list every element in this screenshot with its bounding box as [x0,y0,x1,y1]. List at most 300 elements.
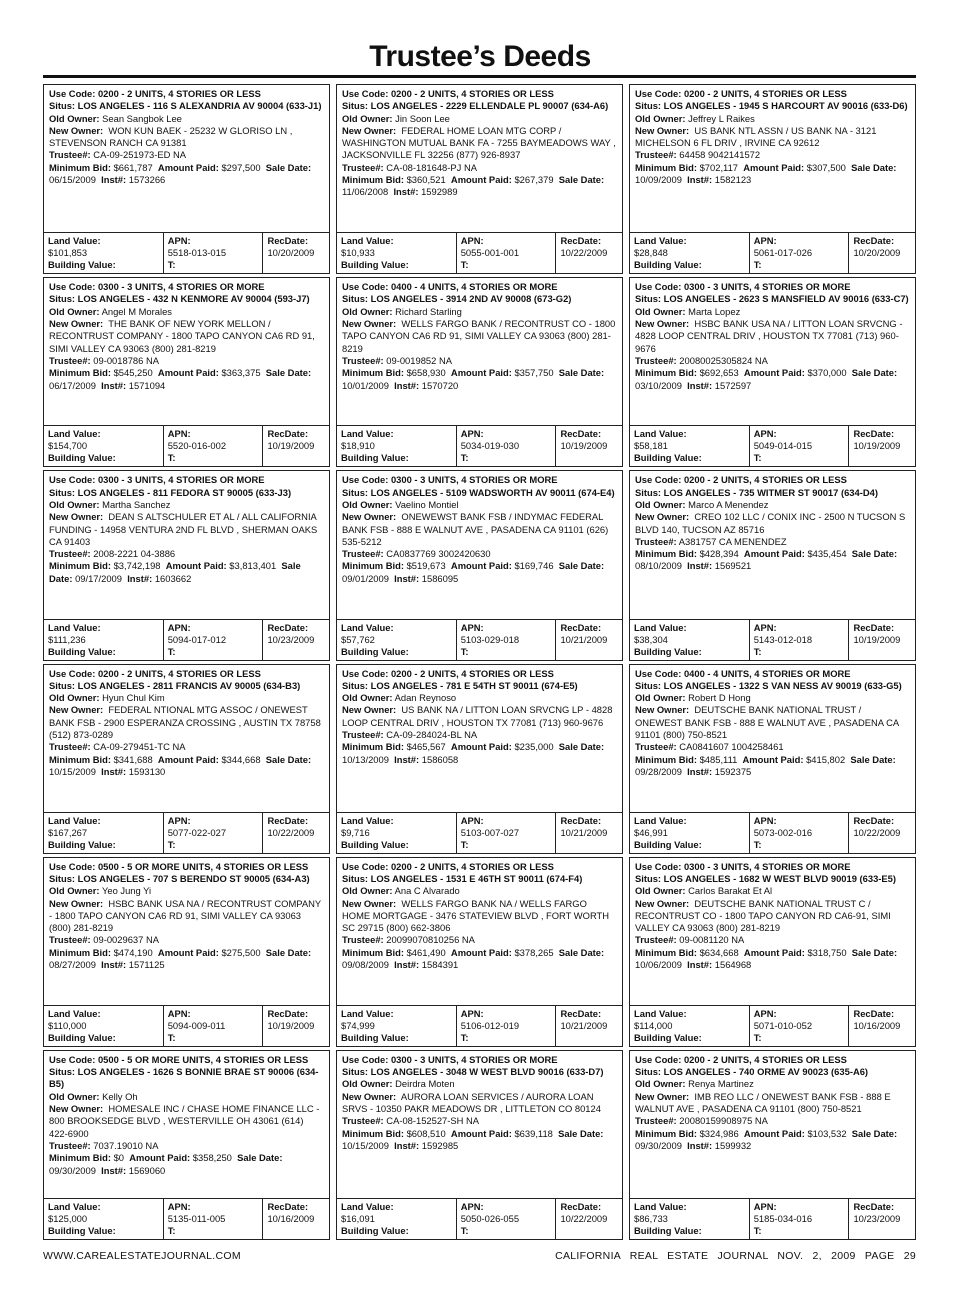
inst-label: Inst#: [101,1164,127,1176]
apn-label: APN: [167,621,191,633]
building-value-label: Building Value: [634,1225,702,1236]
building-value [634,646,745,661]
inst-value: 1570720 [421,379,459,391]
record-values [44,232,329,273]
min-bid-label: Minimum Bid: [342,367,404,379]
building-value-value [341,658,452,661]
land-value-label: Land Value: [634,814,687,826]
sale-info [635,162,910,187]
old-owner-label: Old Owner: [635,692,686,704]
sale-info [49,560,324,585]
value-cell [44,813,164,853]
sale-info [49,162,324,187]
old-owner-label: Old Owner: [49,498,100,510]
rec-date-cell [849,1006,915,1046]
rec-date-value: 10/16/2009 [853,1019,901,1031]
apn-cell [164,813,264,853]
rec-date-value: 10/22/2009 [560,247,608,259]
deed-record [336,84,623,274]
amount-paid-label: Amount Paid: [743,367,805,379]
deed-record [336,470,623,660]
building-value-value [341,1044,452,1047]
rec-date-cell [263,233,329,273]
apn [754,1201,845,1225]
old-owner [635,692,910,704]
min-bid-value: $324,986 [699,1127,739,1139]
rec-date-value: 10/21/2009 [560,633,608,645]
building-value-value [48,271,159,274]
situs: Situs: LOS ANGELES - 781 E 54TH ST 90011 (674-E5) [342,679,578,691]
use-code: Use Code: 0200 - 2 UNITS, 4 STORIES OR LESS [635,1053,847,1065]
rec-date-value: 10/19/2009 [560,440,608,452]
land-value-label: Land Value: [48,621,101,633]
old-owner-value: Deirdra Moten [395,1078,455,1090]
min-bid-value: $461,490 [406,946,446,958]
old-owner-value: Carlos Barakat Et Al [688,885,773,897]
situs: Situs: LOS ANGELES - 2623 S MANSFIELD AV 90016 (633-C7) [635,293,909,305]
old-owner-label: Old Owner: [342,112,393,124]
land-value-label: Land Value: [634,1007,687,1019]
record-details [44,85,329,232]
trustee-value: 20080025305824 NA [679,354,768,366]
value-cell [630,620,750,660]
apn-cell [750,426,850,466]
rec-date-value: 10/19/2009 [267,1019,315,1031]
value-cell [337,620,457,660]
old-owner-label: Old Owner: [49,885,100,897]
rec-date-cell [556,426,622,466]
record-details [44,471,329,618]
situs: Situs: LOS ANGELES - 3914 2ND AV 90008 (673-G2) [342,293,572,305]
trustee-label: Trustee#: [635,149,677,161]
building-value [634,452,745,467]
rec-date-label: RecDate: [267,1007,309,1019]
old-owner [635,499,910,511]
inst-value: 1593130 [128,765,166,777]
sale-date-value: 09/28/2009 [635,765,682,777]
new-owner-value: FEDERAL HOME LOAN MTG CORP / WASHINGTON MUTUAL BANK FA - 7255 BAYMEADOWS WAY , JACKSONVILLE FL 32256 (877) 926-8937 [342,124,616,161]
new-owner-value: US BANK NA / LITTON LOAN SRVCNG LP - 4828 LOOP CENTRAL DRIV , HOUSTON TX 77081 (713) 960-9676 [342,704,613,728]
sale-date-label: Sale Date: [265,161,312,173]
apn-label: APN: [460,1007,484,1019]
old-owner-value: Adan Reynoso [394,692,457,704]
tract-label: T: [167,645,176,657]
use-code: Use Code: 0300 - 3 UNITS, 4 STORIES OR MORE [342,474,558,486]
rec-date-label: RecDate: [267,235,309,247]
land-value-value: $74,999 [341,1019,375,1031]
building-value-label: Building Value: [341,452,409,464]
apn-value: 5103-029-018 [460,633,520,645]
land-value-label: Land Value: [48,814,101,826]
building-value-label: Building Value: [341,259,409,271]
sale-info [635,754,910,779]
value-cell [630,1006,750,1046]
old-owner-value: Marco A Menendez [688,498,769,510]
trustee-label: Trustee#: [635,1115,677,1127]
inst-value: 1586095 [421,572,459,584]
trustee [49,548,324,560]
trustee-value: CA0837769 3002420630 [386,548,491,560]
apn-label: APN: [460,814,484,826]
new-owner [49,704,324,741]
trustee-value: 09-0019852 NA [386,354,452,366]
building-value [48,259,159,274]
rec-date-label: RecDate: [853,621,895,633]
value-cell [44,233,164,273]
record-details [630,278,915,425]
amount-paid-value: $378,265 [514,946,554,958]
tract-value [168,1237,259,1240]
use-code: Use Code: 0200 - 2 UNITS, 4 STORIES OR LESS [342,860,554,872]
inst-value: 1564968 [714,959,752,971]
record-values [44,812,329,853]
deed-record [629,1050,916,1240]
land-value [341,235,452,259]
rec-date-label: RecDate: [853,428,895,440]
situs: Situs: LOS ANGELES - 1531 E 46TH ST 90011 (674-F4) [342,872,583,884]
land-value-value: $114,000 [634,1019,673,1031]
deed-record [336,1050,623,1240]
new-owner [342,1091,617,1116]
tract-value [168,464,259,467]
inst-label: Inst#: [394,1139,420,1151]
sale-date-label: Sale Date: [265,367,312,379]
rec-date-cell [263,426,329,466]
building-value [48,1032,159,1047]
amount-paid-value: $3,813,401 [229,560,277,572]
amount-paid-value: $169,746 [514,560,554,572]
building-value-value [48,1237,159,1240]
sale-date-value: 09/17/2009 [75,572,122,584]
land-value [48,235,159,259]
situs: Situs: LOS ANGELES - 707 S BERENDO ST 90005 (634-A3) [49,872,310,884]
trustee-value: 64458 9042141572 [679,149,761,161]
amount-paid-value: $267,379 [514,174,554,186]
new-owner [342,704,617,729]
rec-date-cell [556,620,622,660]
old-owner-label: Old Owner: [342,305,393,317]
amount-paid-label: Amount Paid: [450,367,512,379]
tract [754,259,845,274]
amount-paid-value: $307,500 [806,161,846,173]
rec-date-cell [849,620,915,660]
sale-info [342,174,617,199]
amount-paid-value: $297,500 [221,161,261,173]
min-bid-value: $692,653 [699,367,739,379]
min-bid-label: Minimum Bid: [635,753,697,765]
land-value [341,815,452,839]
deed-record [629,857,916,1047]
apn-label: APN: [167,814,191,826]
building-value [341,452,452,467]
old-owner [49,499,324,511]
apn-label: APN: [753,428,777,440]
sale-date-label: Sale Date: [558,1127,604,1139]
tract-label: T: [167,1225,176,1236]
situs: Situs: LOS ANGELES - 1945 S HARCOURT AV 90016 (633-D6) [635,100,908,112]
tract [754,452,845,467]
apn-cell [750,233,850,273]
trustee [635,934,910,946]
min-bid-value: $634,668 [699,946,739,958]
old-owner-value: Martha Sanchez [102,498,171,510]
apn [168,1201,259,1225]
rec-date-label: RecDate: [267,621,309,633]
building-value-label: Building Value: [341,1031,409,1043]
land-value-value: $154,700 [48,440,88,452]
use-code: Use Code: 0400 - 4 UNITS, 4 STORIES OR MORE [342,281,558,293]
sale-date-value: 10/15/2009 [49,765,96,777]
rec-date-cell [556,813,622,853]
land-value-value: $101,853 [48,247,88,259]
sale-date-value: 08/27/2009 [49,959,96,971]
apn-cell [750,813,850,853]
new-owner-label: New Owner: [635,1090,690,1102]
new-owner [635,125,910,150]
record-details [337,85,622,232]
sale-info [342,947,617,972]
min-bid-value: $702,117 [699,161,738,173]
tract-value [461,271,552,274]
amount-paid-label: Amount Paid: [743,946,805,958]
deed-record [336,857,623,1047]
min-bid-value: $485,111 [699,753,738,765]
min-bid-label: Minimum Bid: [49,946,111,958]
rec-date-value: 10/16/2009 [267,1213,315,1224]
new-owner-label: New Owner: [342,318,397,330]
land-value-value: $57,762 [341,633,375,645]
record-details [44,858,329,1005]
new-owner-value: HOMESALE INC / CHASE HOME FINANCE LLC - 800 BROOKSEDGE BLVD , WESTERVILLE OH 43061 (614) 422-6900 [49,1103,320,1139]
trustee-value: 20099070810256 NA [386,934,475,946]
land-value-value: $38,304 [634,633,668,645]
land-value-label: Land Value: [341,814,394,826]
amount-paid-label: Amount Paid: [157,161,219,173]
deed-record [629,277,916,467]
new-owner-label: New Owner: [635,897,690,909]
tract-value [754,851,845,854]
tract-value [461,658,552,661]
amount-paid-value: $370,000 [807,367,847,379]
tract-value [461,851,552,854]
old-owner-label: Old Owner: [342,498,393,510]
old-owner [342,692,617,704]
amount-paid-label: Amount Paid: [157,367,219,379]
tract [461,1225,552,1240]
old-owner-label: Old Owner: [49,112,100,124]
inst-label: Inst#: [101,379,127,391]
land-value [48,428,159,452]
land-value-value: $167,267 [48,826,88,838]
building-value-value [341,851,452,854]
apn-cell [457,1006,557,1046]
trustee [342,355,617,367]
tract-value [168,271,259,274]
building-value-label: Building Value: [634,838,702,850]
apn-label: APN: [460,428,484,440]
amount-paid-value: $358,250 [192,1152,232,1164]
old-owner-label: Old Owner: [49,692,100,704]
apn [754,622,845,646]
building-value [48,452,159,467]
record-details [337,471,622,618]
amount-paid-label: Amount Paid: [450,174,512,186]
apn-label: APN: [753,1201,777,1212]
inst-label: Inst#: [101,174,127,186]
land-value-value: $46,991 [634,826,668,838]
old-owner-label: Old Owner: [49,305,100,317]
min-bid-label: Minimum Bid: [49,161,111,173]
min-bid-label: Minimum Bid: [635,161,697,173]
apn [168,1008,259,1032]
value-cell [630,813,750,853]
deed-record [43,664,330,854]
apn-label: APN: [460,1201,484,1212]
inst-value: 1582123 [714,174,752,186]
tract-label: T: [167,259,176,271]
value-cell [337,1006,457,1046]
building-value-value [341,464,452,467]
record-values [337,812,622,853]
building-value-value [48,464,159,467]
tract [461,259,552,274]
apn [168,622,259,646]
trustee [49,355,324,367]
land-value-label: Land Value: [634,1201,687,1212]
min-bid-label: Minimum Bid: [635,548,697,560]
old-owner-label: Old Owner: [635,498,686,510]
trustee-label: Trustee#: [342,161,384,173]
amount-paid-value: $357,750 [514,367,554,379]
amount-paid-value: $235,000 [514,741,554,753]
sale-date-label: Sale Date: [851,1127,898,1139]
tract-value [461,464,552,467]
use-code: Use Code: 0200 - 2 UNITS, 4 STORIES OR LESS [49,88,261,99]
amount-paid-label: Amount Paid: [743,1127,805,1139]
amount-paid-label: Amount Paid: [157,753,219,765]
record-details [630,471,915,618]
sale-date-label: Sale Date: [850,753,896,765]
tract-label: T: [460,1031,469,1043]
amount-paid-value: $639,118 [514,1127,553,1139]
rec-date-value: 10/20/2009 [267,247,315,259]
old-owner-value: Renya Martinez [688,1078,754,1090]
old-owner [49,692,324,704]
min-bid-label: Minimum Bid: [342,946,404,958]
apn [754,815,845,839]
old-owner [49,1091,324,1103]
old-owner [49,113,324,125]
deed-record [43,277,330,467]
amount-paid-value: $415,802 [806,753,846,765]
new-owner-label: New Owner: [342,1090,397,1102]
apn-value: 5061-017-026 [753,247,813,259]
tract [461,839,552,854]
record-details [337,1051,622,1198]
trustee [342,162,617,174]
apn-value: 5055-001-001 [460,247,520,259]
amount-paid-value: $363,375 [221,367,261,379]
new-owner-label: New Owner: [49,511,104,523]
apn [461,1008,552,1032]
apn [168,428,259,452]
old-owner-label: Old Owner: [635,305,686,317]
trustee [635,536,910,548]
old-owner-value: Robert D Hong [688,692,751,704]
tract [168,646,259,661]
amount-paid-label: Amount Paid: [450,560,512,572]
inst-label: Inst#: [687,379,713,391]
footer-website[interactable]: WWW.CAREALESTATEJOURNAL.COM [43,1250,241,1262]
situs: Situs: LOS ANGELES - 2229 ELLENDALE PL 90007 (634-A6) [342,100,609,112]
rec-date-value: 10/19/2009 [267,440,315,452]
inst-label: Inst#: [687,959,713,971]
apn [754,235,845,259]
trustee [635,1115,910,1127]
min-bid-label: Minimum Bid: [49,560,111,572]
record-values [630,812,915,853]
apn-cell [457,620,557,660]
use-code: Use Code: 0300 - 3 UNITS, 4 STORIES OR MORE [342,1053,558,1065]
rec-date-cell [263,1006,329,1046]
trustee [49,1140,324,1152]
tract-label: T: [460,838,469,850]
sale-date-label: Sale Date: [851,548,898,560]
new-owner [342,318,617,355]
land-value-label: Land Value: [48,428,101,440]
building-value-value [48,851,159,854]
new-owner-value: HSBC BANK USA NA / RECONTRUST COMPANY - 1800 TAPO CANYON CA6 RD 91, SIMI VALLEY CA 93063 (800) 281-8219 [49,897,321,934]
new-owner-label: New Owner: [635,511,690,523]
sale-date-value: 09/30/2009 [49,1164,96,1176]
old-owner-label: Old Owner: [635,885,686,897]
min-bid-label: Minimum Bid: [49,367,111,379]
rec-date-value: 10/21/2009 [560,1019,608,1031]
trustee [49,741,324,753]
building-value-value [48,1044,159,1047]
new-owner-value: CREO 102 LLC / CONIX INC - 2500 N TUCSON S BLVD 140, TUCSON AZ 85716 [635,511,906,535]
situs: Situs: LOS ANGELES - 1682 W WEST BLVD 90019 (633-E5) [635,872,897,884]
new-owner-value: DEAN S ALTSCHULER ET AL / ALL CALIFORNIA FUNDING - 14958 VENTURA 2ND FL BLVD , SHERMAN OAKS CA 91403 [49,511,318,547]
apn-value: 5049-014-015 [753,440,813,452]
new-owner-label: New Owner: [635,124,690,136]
sale-date-value: 10/01/2009 [342,379,389,391]
trustee [635,355,910,367]
building-value-value [634,271,745,274]
min-bid-value: $658,930 [406,367,446,379]
situs: Situs: LOS ANGELES - 811 FEDORA ST 90005 (633-J3) [49,486,292,498]
record-values [337,1005,622,1046]
sale-info [342,367,617,392]
min-bid-label: Minimum Bid: [635,946,697,958]
use-code: Use Code: 0200 - 2 UNITS, 4 STORIES OR LESS [635,88,847,99]
value-cell [337,426,457,466]
old-owner-label: Old Owner: [342,1078,393,1090]
trustee-label: Trustee#: [49,354,91,366]
rec-date-label: RecDate: [560,1007,602,1019]
old-owner-value: Angel M Morales [101,305,172,317]
apn-value: 5094-017-012 [167,633,227,645]
inst-label: Inst#: [394,379,420,391]
tract-value [754,464,845,467]
new-owner-label: New Owner: [635,704,690,716]
rec-date-label: RecDate: [560,1201,602,1212]
tract [168,839,259,851]
apn-value: 5135-011-005 [167,1213,226,1224]
tract [461,452,552,467]
min-bid-value: $0 [113,1152,125,1164]
inst-value: 1592985 [421,1139,459,1151]
